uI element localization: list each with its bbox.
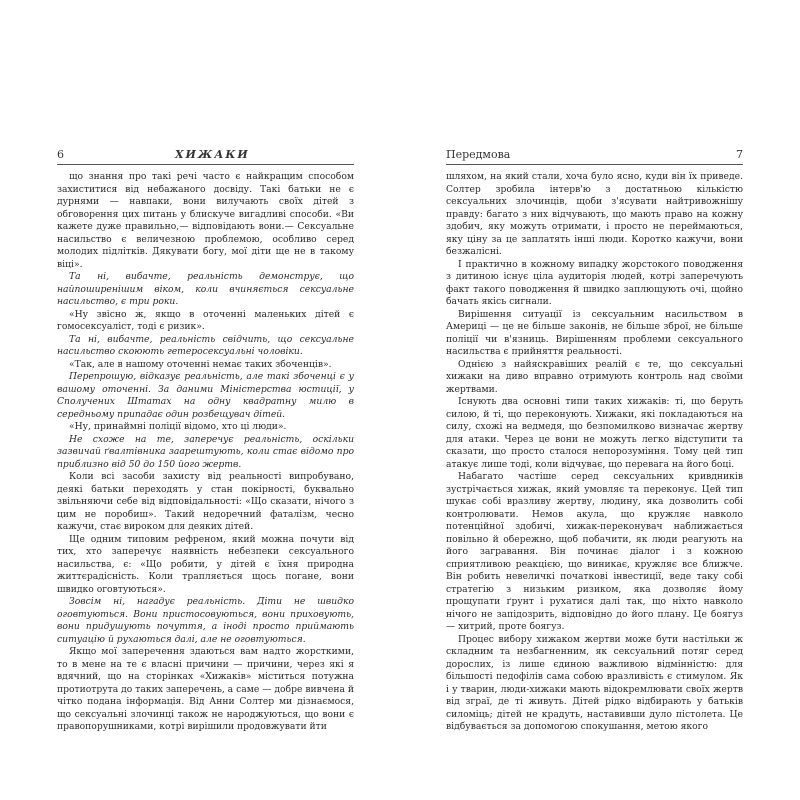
left-page-body xyxy=(57,171,354,734)
right-page xyxy=(446,148,743,778)
paragraph: Існують два основні типи таких хижаків: ті, що беруть силою, й ті, що переконують. Хижаки, які покладаються на силу, схожі на ведмедя, що безпомилково визначає жертву для атаки. Через це вони не можуть легко відступити та сказати, що просто сталося непорозуміння. Тому цей тип атакує лише тоді, коли відчуває, що перевага на його боці. xyxy=(446,396,743,470)
left-page-number: 6 xyxy=(57,148,64,161)
paragraph: Якщо мої заперечення здаються вам надто жорсткими, то в мене на те є власні причини — причини, через які я вдячний, що на сторінках «Хижаків» міститься потужна протиотрута до таких заперечень, а саме — добре вивчена й чітко подана інформація. Від Анни Солтер ми дізнаємося, що сексуальні злочинці також не народжуються, що вони є правопорушниками, котрі вирішили продовжувати йти xyxy=(57,646,354,732)
paragraph: «Так, але в нашому оточенні немає таких збоченців». xyxy=(69,358,332,370)
paragraph: Вирішення ситуації із сексуальним насильством в Америці — це не більше законів, не більше зброї, не більше поліції чи в'язниць. Вирішенням проблеми сексуального насильства є прийняття реальності. xyxy=(446,308,743,357)
right-page-header xyxy=(446,148,743,165)
paragraph: Коли всі засоби захисту від реальності випробувано, деякі батьки переходять у стан покірності, буквально звільняючи себе від відповідальності: «Що сказати, нічого з цим не поробиш». Такий недоречний фаталізм, чесно кажучи, стає вироком для деяких дітей. xyxy=(57,471,354,532)
left-page xyxy=(57,148,354,778)
paragraph: «Ну, принаймні поліції відомо, хто ці люди». xyxy=(69,421,287,432)
paragraph: Перепрошую, відказує реальність, але такі збоченці є у вашому оточенні. За даними Міністерства юстиції, у Сполучених Штатах на одну квадратну милю в середньому припадає один розбещувач дітей. xyxy=(57,371,354,420)
paragraph: шляхом, на який стали, хоча було ясно, куди він їх приведе. Солтер зробила інтерв'ю з достатньою кількістю сексуальних злочинців, щоби з'ясувати найтривожнішу правду: багато з них відчувають, що мають право на кожну здобич, яку можуть отримати, і просто не переймаються, яку ціну за це заплатять інші люди. Коротко кажучи, вони безжалісні. xyxy=(446,171,743,257)
paragraph: Ще одним типовим рефреном, який можна почути від тих, хто заперечує наявність небезпеки сексуального насильства, є: «Що робити, у дітей є їхня природна життєрадісність. Коли трапляється щось погане, вони швидко оговтуються». xyxy=(57,533,354,595)
right-page-body xyxy=(446,171,743,734)
paragraph: Набагато частіше серед сексуальних кривдників зустрічається хижак, який умовляє та переконує. Цей тип шукає собі вразливу жертву, людину, яка дозволить собі контролювати. Немов акула, що кружляє навколо потенційної здобичі, хижак-переконувач наближається повільно й обережно, щоб побачити, як люди реагують на його загравання. Він починає діалог і з кожною сприятливою реакцією, що виникає, кружляє все ближче. Він робить невеличкі початкові інвестиції, веде таку собі стратегію з низьким ризиком, яка дозволяє йому прощупати ґрунт і рухатися далі так, що ніхто навколо нічого не запідозрить, відповідно до його плану. Це боягуз — хитрий, проте боягуз. xyxy=(446,471,743,632)
paragraph: що знання про такі речі часто є найкращим способом захиститися від небажаного досвіду. Такі батьки не є дурнями — навпаки, вони вилучають своїх дітей з обговорення цих питань у блискуче вигадливі способи. «Ви кажете дуже правильно,— відповідають вони.— Сексуальне насильство є величезною проблемою, особливо серед молодих підлітків. Дякувати богу, мої діти ще не в такому віці». xyxy=(57,171,354,270)
paragraph: Не схоже на те, заперечує реальність, оскільки зазвичай ґвалтівника заарештують, коли стає відомо про приблизно від 50 до 150 його жертв. xyxy=(57,433,354,470)
paragraph: «Ну звісно ж, якщо в оточенні маленьких дітей є гомосексуаліст, тоді є ризик». xyxy=(57,308,354,332)
paragraph: Зовсім ні, нагадує реальність. Діти не швидко оговтуються. Вони пристосовуються, вони приховують, вони придушують почуття, а іноді просто приймають ситуацію й рухаються далі, але не оговтуються. xyxy=(57,596,354,645)
paragraph: Та ні, вибачте, реальність свідчить, що сексуальне насильство скоюють гетеросексуальні чоловіки. xyxy=(57,333,354,357)
left-page-header xyxy=(57,148,354,165)
left-running-head: ХИЖАКИ xyxy=(175,148,250,161)
paragraph: Процес вибору хижаком жертви може бути настільки ж складним та незбагненним, як сексуальний потяг серед дорослих, із лише єдиною важливою відмінністю: для більшості педофілів сама собою вразливість є стимулом. Як і у тварин, люди-хижаки мають відокремлювати своїх жертв від зграї, де ті живуть. Дітей рідко відбирають у батьків силоміць; дітей не крадуть, наставивши дуло пістолета. Це відбувається за допомогою спокушання, метою якого xyxy=(446,633,743,732)
paragraph: Однією з найяскравіших реалій є те, що сексуальні хижаки на диво вправно отримують контроль над своїми жертвами. xyxy=(446,358,743,395)
paragraph: Та ні, вибачте, реальність демонструє, що найпоширенішим віком, коли вчиняється сексуальне насильство, є три роки. xyxy=(57,271,354,307)
right-page-number: 7 xyxy=(736,148,743,161)
paragraph: І практично в кожному випадку жорстокого поводження з дитиною існує ціла аудиторія людей, котрі заперечують факт такого поводження й швидко заплющують очі, щойно бачать якісь сигнали. xyxy=(446,258,743,307)
right-running-head: Передмова xyxy=(446,148,511,161)
